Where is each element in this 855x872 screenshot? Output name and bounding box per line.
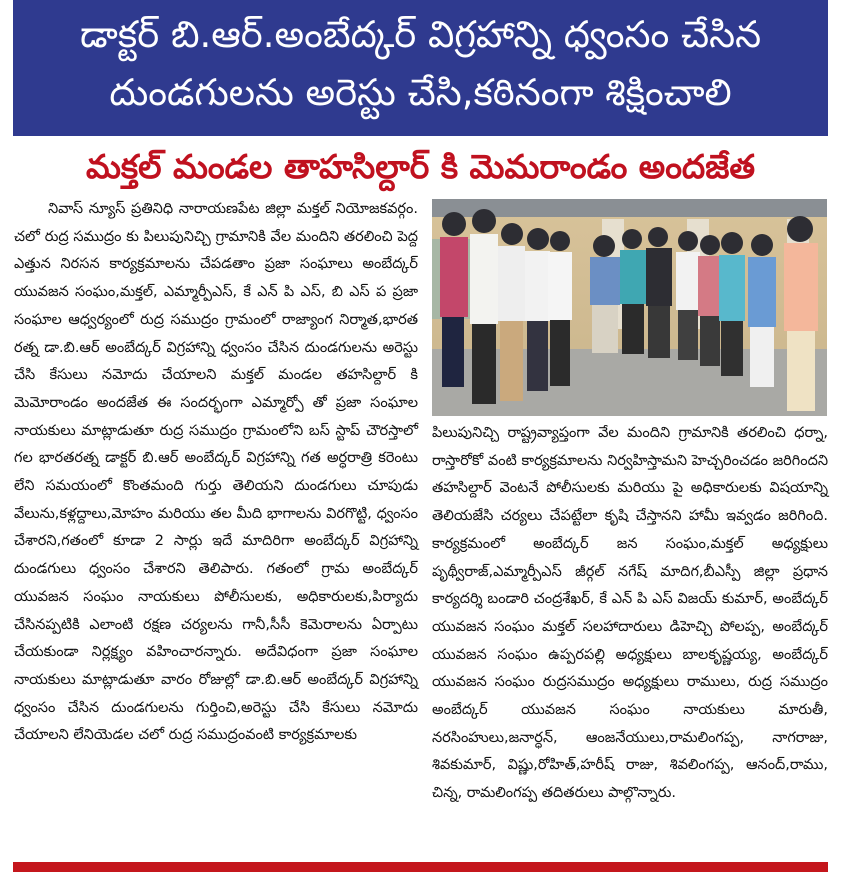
article-right-column [432, 420, 833, 850]
footer-strip [13, 862, 828, 872]
headline-line-2: దుండగులను అరెస్టు చేసి,కఠినంగా శిక్షించాలి [109, 71, 732, 114]
subheadline: మక్తల్ మండల తాహసిల్దార్ కి మెమరాండం అందజేత [85, 147, 756, 186]
article-left-column [14, 196, 423, 851]
article-right-text: పిలుపునిచ్చి రాష్ట్రవ్యాప్తంగా వేల మందిని గ్రామానికి తరలించి ధర్నా, రాస్తారోకో వంటి కార్యక్రమాలను నిర్వహిస్తామని హెచ్చరించడం జరిగిందని తహసిల్దార్ వెంటనే పోలీసులకు మరియు పై అధికారులకు విషయాన్ని తెలియజేసి చర్యలు చేపట్టేలా కృషి చేస్తానని హామీ ఇవ్వడం జరిగింది. కార్యక్రమంలో అంబేద్కర్ జన సంఘం,మక్తల్ అధ్యక్షులు పృథ్వీరాజ్,ఎమ్మార్పీఎస్ జీర్గల్ నగేష్ మాదిగ,బీఎస్పీ జిల్లా ప్రధాన కార్యదర్శి బండారి చంద్రశేఖర్, కే ఎన్ పి ఎస్ విజయ్ కుమార్, అంబేద్కర్ యువజన సంఘం మక్తల్ సలహాదారులు డిహెచ్చి పోలప్ప, అంబేద్కర్ యువజన సంఘం ఉప్పరపల్లి అధ్యక్షులు బాలకృష్ణయ్య, అంబేద్కర్ యువజన సంఘం రుద్రసముద్రం అధ్యక్షులు రాములు, రుద్ర సముద్రం అంబేద్కర్ యువజన సంఘం నాయకులు మారుతీ, నరసింహులు,జనార్ధన్, ఆంజనేయులు,రామలింగప్ప, నాగరాజు, శివకుమార్, విష్ణు,రోహిత్,హరీష్ రాజు, శివలింగప్ప, ఆనంద్,రాము, చిన్న, రామలింగప్ప తదితరులు పాల్గొన్నారు. [432, 425, 833, 802]
group-photo-image [432, 199, 827, 416]
news-photo [432, 199, 827, 416]
article-left-text: నివాస్ న్యూస్ ప్రతినిధి నారాయణపేట జిల్లా మక్తల్ నియోజకవర్గం. చలో రుద్ర సముద్రం కు పిలుపునిచ్చి గ్రామానికి వేల మందిని తరలించి పెద్ద ఎత్తున నిరసన కార్యక్రమాలను చేపడతాం ప్రజా సంఘాలు అంబేద్కర్ యువజన సంఘం,మక్తల్, ఎమ్మార్పీఎస్, కే ఎన్ పి ఎస్, బి ఎస్ ప ప్రజా సంఘాల ఆధ్వర్యంలో రుద్ర సముద్రం గ్రామంలో రాజ్యాంగ నిర్మాత,భారత రత్న డా.బి.ఆర్ అంబేద్కర్ విగ్రహాన్ని ధ్వంసం చేసిన దుండగులను అరెస్టు చేసి కేసులు నమోదు చేయాలని మక్తల్ మండల తహసిల్దార్ కి మెమోరాండం అందజేత ఈ సందర్భంగా ఎమ్మార్పో తో ప్రజా సంఘాల నాయకులు మాట్లాడుతూ రుద్ర సముద్రం గ్రామంలోని బస్ స్టాప్ చౌరస్తాలో గల భారతరత్న డాక్టర్ బి.ఆర్ అంబేద్కర్ విగ్రహాన్ని గత అర్ధరాత్రి కరెంటు లేని సమయంలో కొంతమంది గుర్తు తెలియని దుండగులు చూపుడు వేలును,కళ్లద్దాలు,మోహం మరియు తల మీది భాగాలను విరగొట్టి, ధ్వంసం చేశారని,గతంలో కూడా 2 సార్లు ఇదే మాదిరిగా అంబేద్కర్ విగ్రహాన్ని దుండగులు ధ్వంసం చేశారని తెలిపారు. గతంలో గ్రామ అంబేద్కర్ యువజన సంఘం నాయకులు పోలీసులకు, అధికారులకు,పిర్యాదు చేసినప్పటికి ఎలాంటి రక్షణ చర్యలను గానీ,సీసీ కెమెరాలను ఏర్పాటు చేయకుండా నిర్లక్ష్యం వహించారన్నారు. అదేవిధంగా ప్రజా సంఘాల నాయకులు మాట్లాడుతూ వారం రోజుల్లో డా.బి.ఆర్ అంబేద్కర్ విగ్రహాన్ని ధ్వంసం చేసిన దుండగులను గుర్తించి,అరెస్టు చేసి కేసులు నమోదు చేయాలని లేనియెడల చలో రుద్ర సముద్రంవంటి కార్యక్రమాలకు [14, 201, 423, 744]
headline-banner [13, 0, 828, 136]
headline-line-1: డాక్టర్ బి.ఆర్.అంబేద్కర్ విగ్రహాన్ని ధ్వంసం చేసిన [79, 13, 762, 56]
